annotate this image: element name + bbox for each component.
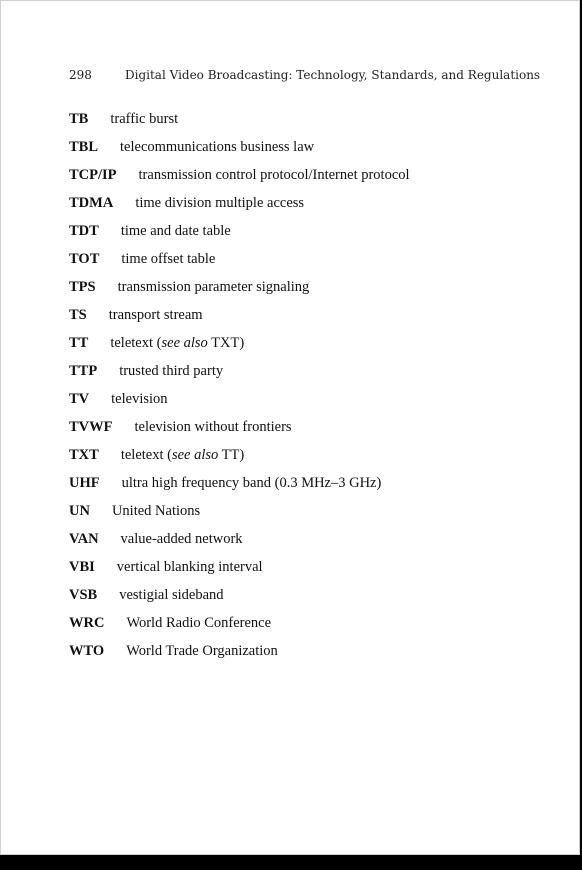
list-item [69, 419, 410, 447]
cross-reference-label: see also [161, 335, 208, 351]
definition: transport stream [108, 307, 203, 323]
definition: vestigial sideband [119, 587, 224, 603]
abbreviation: TCP/IP [69, 167, 117, 183]
abbreviation: TT [69, 335, 89, 351]
abbreviation: VBI [69, 559, 95, 575]
definition: television without frontiers [134, 419, 292, 435]
list-item [69, 139, 410, 167]
list-item [69, 335, 410, 363]
abbreviation: TVWF [69, 419, 113, 435]
list-item [69, 447, 410, 475]
list-item [69, 251, 410, 279]
definition: ultra high frequency band (0.3 MHz–3 GHz) [121, 475, 382, 491]
definition: telecommunications business law [120, 139, 315, 155]
definition: traffic burst [110, 111, 179, 127]
definition: time offset table [121, 251, 216, 267]
definition: vertical blanking interval [116, 559, 263, 575]
running-title: Digital Video Broadcasting: Technology, Standards, and Regulations [125, 68, 541, 82]
definition-text: teletext ( [120, 447, 172, 463]
definition: trusted third party [119, 363, 224, 379]
bottom-bar [0, 855, 582, 870]
abbreviation: WRC [69, 615, 105, 631]
definition: time division multiple access [135, 195, 305, 211]
definition-text: TT) [218, 447, 245, 463]
abbreviation: TPS [69, 279, 96, 295]
list-item [69, 587, 410, 615]
abbreviation: VSB [69, 587, 98, 603]
definition [121, 447, 244, 463]
abbreviation: TB [69, 111, 89, 127]
abbreviation: UHF [69, 475, 100, 491]
abbreviation: TBL [69, 139, 99, 155]
list-item [69, 475, 410, 503]
definition: World Trade Organization [126, 643, 278, 659]
definition: television [111, 391, 168, 407]
list-item [69, 195, 410, 223]
definition-text: teletext ( [110, 335, 162, 351]
page-number: 298 [69, 68, 92, 82]
definition: value-added network [120, 531, 243, 547]
definition-text: TXT) [207, 335, 245, 351]
list-item [69, 643, 410, 671]
list-item [69, 167, 410, 195]
abbreviation: TXT [69, 447, 99, 463]
abbreviation-list [69, 111, 410, 671]
definition [110, 335, 244, 351]
abbreviation: UN [69, 503, 90, 519]
abbreviation: TOT [69, 251, 100, 267]
list-item [69, 503, 410, 531]
list-item [69, 223, 410, 251]
abbreviation: VAN [69, 531, 99, 547]
cross-reference-label: see also [171, 447, 219, 463]
abbreviation: TS [69, 307, 87, 323]
list-item [69, 531, 410, 559]
abbreviation: TTP [69, 363, 98, 379]
list-item [69, 111, 410, 139]
definition: transmission control protocol/Internet protocol [138, 167, 410, 183]
list-item [69, 279, 410, 307]
list-item [69, 391, 410, 419]
list-item [69, 307, 410, 335]
definition: United Nations [111, 503, 201, 519]
definition: time and date table [120, 223, 231, 239]
abbreviation: TV [69, 391, 90, 407]
definition: transmission parameter signaling [117, 279, 310, 295]
abbreviation: TDMA [69, 195, 114, 211]
definition: World Radio Conference [126, 615, 272, 631]
list-item [69, 363, 410, 391]
running-header [69, 68, 540, 82]
list-item [69, 559, 410, 587]
list-item [69, 615, 410, 643]
abbreviation: WTO [69, 643, 105, 659]
abbreviation: TDT [69, 223, 99, 239]
